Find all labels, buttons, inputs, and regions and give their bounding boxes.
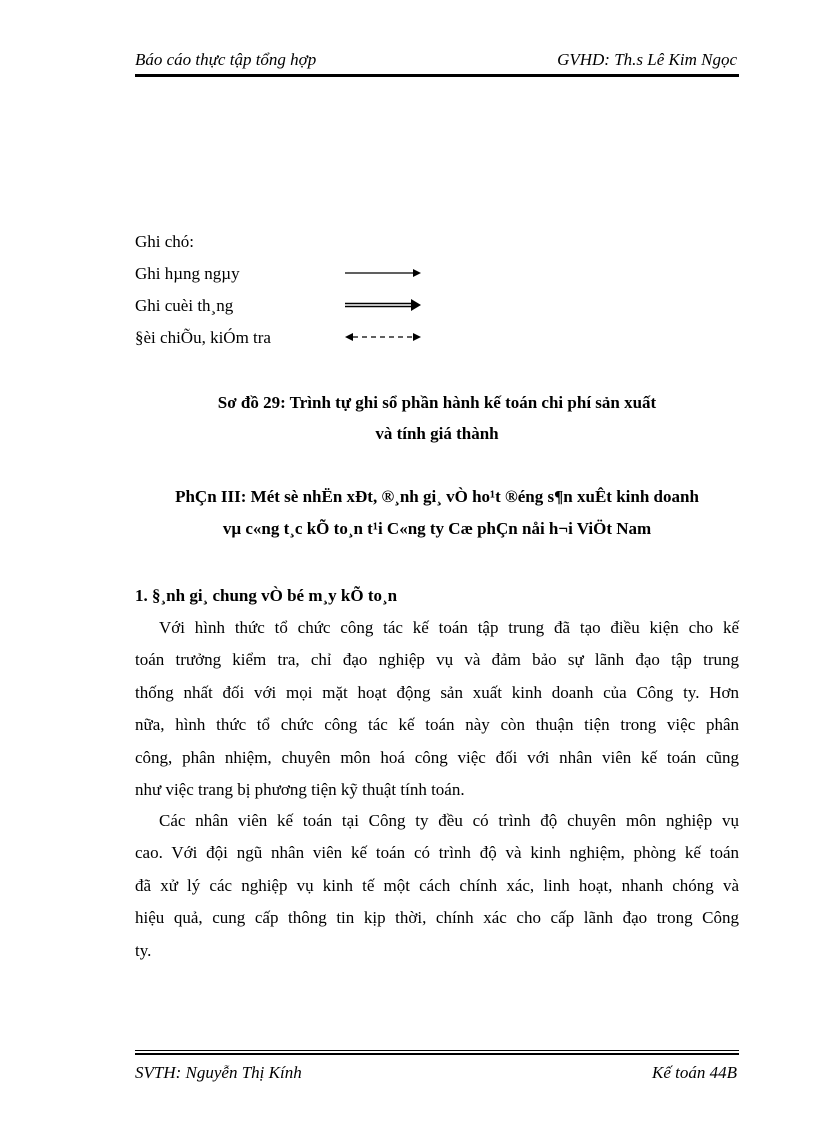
legend-item-monthly <box>135 294 435 326</box>
paragraph-2 <box>135 805 739 967</box>
legend-item-check <box>135 326 435 358</box>
paragraph-line: nữa, hình thức tổ chức công tác kế toán này còn thuận tiện trong việc phân <box>135 715 739 735</box>
paragraph-line: ty. <box>135 940 152 960</box>
paragraph-line: toán trưởng kiểm tra, chỉ đạo nghiệp vụ và đảm bảo sự lãnh đạo tập trung <box>135 650 739 670</box>
thin-arrow-icon <box>343 266 423 280</box>
paragraph-line: Các nhân viên kế toán tại Công ty đều có trình độ chuyên môn nghiệp vụ <box>159 811 739 830</box>
paragraph-1 <box>135 612 739 806</box>
page-header <box>135 48 739 76</box>
paragraph-line: đã xử lý các nghiệp vụ kinh tế một cách chính xác, linh hoạt, nhanh chóng và <box>135 875 739 895</box>
double-arrow-icon <box>343 298 423 312</box>
header-rule <box>135 76 739 77</box>
paragraph-line: Với hình thức tổ chức công tác kế toán tập trung đã tạo điều kiện cho kế <box>159 618 739 637</box>
paragraph-line: cao. Với đội ngũ nhân viên kế toán có trình độ và kinh nghiệm, phòng kế toán <box>135 843 739 863</box>
header-right-text: GVHD: Th.s Lê Kim Ngọc <box>557 50 737 69</box>
footer-left-text: SVTH: Nguyễn Thị Kính <box>135 1063 302 1082</box>
dashed-double-headed-arrow-icon <box>343 330 423 344</box>
legend-label: §èi chiÕu, kiÓm tra <box>135 328 271 347</box>
paragraph-line: như việc trang bị phương tiện kỹ thuật tính toán. <box>135 779 465 799</box>
paragraph-line: hiệu quả, cung cấp thông tin kịp thời, chính xác cho cấp lãnh đạo trong Công <box>135 908 739 928</box>
section-heading: 1. §¸nh gi¸ chung vÒ bé m¸y kÕ to¸n <box>135 586 398 605</box>
part-heading-line2: vµ c«ng t¸c kÕ to¸n t¹i C«ng ty Cæ phÇn nåi h¬i ViÖt Nam <box>222 519 652 538</box>
legend-item-daily <box>135 262 435 294</box>
paragraph-line: thống nhất đối với mọi mặt hoạt động sản xuất kinh doanh của Công ty. Hơn <box>135 682 739 702</box>
legend <box>135 230 435 358</box>
footer-rule <box>135 1050 739 1051</box>
paragraph-line: công, phân nhiệm, chuyên môn hoá công việc đối với nhân viên kế toán cũng <box>135 747 739 767</box>
diagram-caption-line1: Sơ đồ 29: Trình tự ghi sổ phần hành kế toán chi phí sản xuất <box>217 393 657 412</box>
header-left-text: Báo cáo thực tập tổng hợp <box>135 50 317 69</box>
diagram-caption-line2: và tính giá thành <box>375 424 499 443</box>
page-footer <box>135 1053 739 1083</box>
legend-label: Ghi cuèi th¸ng <box>135 296 234 315</box>
part-heading-line1: PhÇn III: Mét sè nhËn xÐt, ®¸nh gi¸ vÒ ho¹t ®éng s¶n xuÊt kinh doanh <box>175 487 699 506</box>
footer-right-text: Kế toán 44B <box>652 1063 737 1082</box>
legend-label: Ghi hµng ngµy <box>135 264 240 283</box>
legend-title: Ghi chó: <box>135 232 195 251</box>
